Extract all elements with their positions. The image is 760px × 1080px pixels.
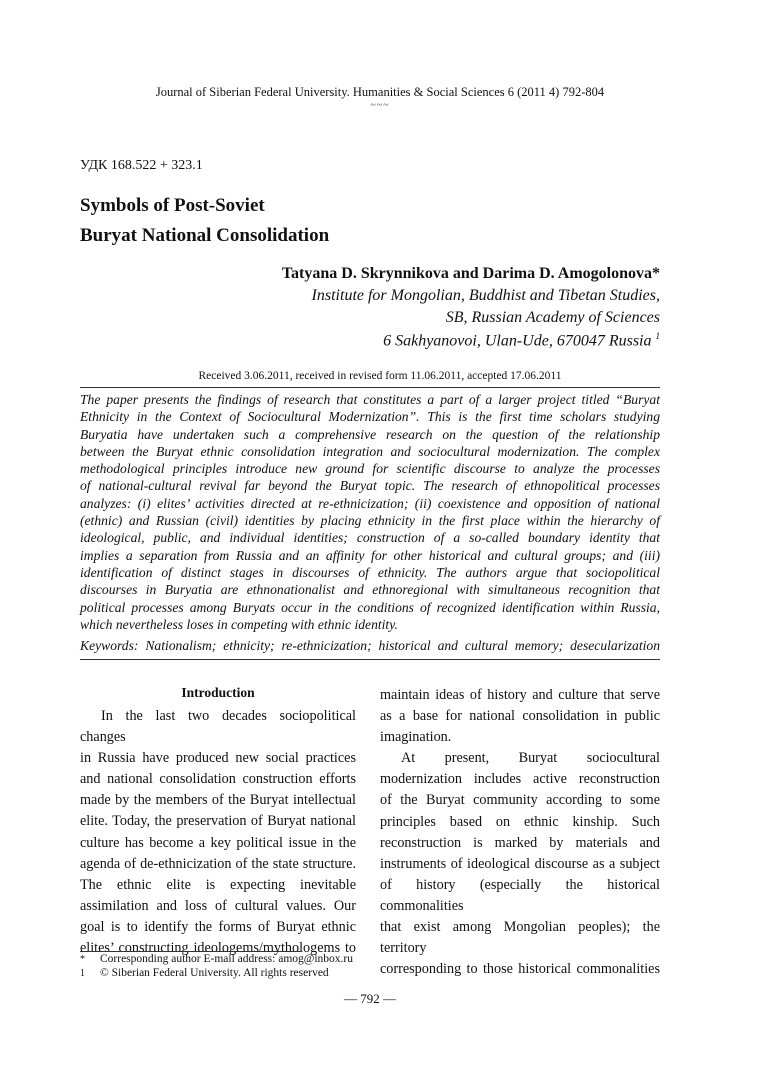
body-line: assimilation and loss of cultural values. Our <box>80 897 356 914</box>
footnote-text: Corresponding author E-mail address: amog@inbox.ru <box>100 953 353 965</box>
abstract-line: implies a separation from Russia and an affinity for other historical and cultural groups; and (iii) <box>80 547 660 563</box>
journal-header: Journal of Siberian Federal University. Humanities & Social Sciences 6 (2011 4) 792-804 <box>155 85 605 99</box>
body-line: goal is to identify the forms of Buryat ethnic <box>80 918 356 935</box>
body-line: of the Buryat community according to some <box>380 792 660 809</box>
footnote-rule <box>80 951 300 952</box>
body-column-left <box>80 685 356 959</box>
body-line: The ethnic elite is expecting inevitable <box>80 876 356 893</box>
title-line-2: Buryat National Consolidation <box>80 225 330 246</box>
affiliation-footnote-mark: 1 <box>655 331 660 341</box>
body-line: elites’ constructing ideologems/mythologems to <box>80 940 356 957</box>
section-heading-introduction: Introduction <box>181 685 255 700</box>
received-dates: Received 3.06.2011, received in revised form 11.06.2011, accepted 17.06.2011 <box>198 370 562 382</box>
abstract-top-rule <box>80 387 660 388</box>
abstract-line: between the Buryat ethnic consolidation integration and sociocultural modernization. The complex <box>80 443 660 459</box>
body-line: elite. Today, the preservation of Buryat national <box>80 813 356 830</box>
body-line: reconstruction is marked by materials and <box>380 834 660 851</box>
body-line: and national consolidation construction efforts <box>80 771 356 788</box>
abstract-line: discourses in Buryatia are ethnonationalist and ethnoregional with simultaneous recognition that <box>80 582 660 598</box>
footnote-text: © Siberian Federal University. All rights reserved <box>100 967 329 979</box>
abstract-line: analyzes: (i) elites’ activities directed at re-ethnicization; (ii) coexistence and opposition of national <box>80 495 660 511</box>
header-separator: ~~~ <box>370 100 390 111</box>
keywords: Keywords: Nationalism; ethnicity; re-ethnicization; historical and cultural memory; desecularization <box>80 638 660 653</box>
abstract-line: methodological principles introduce new ground for scientific discourse to analyze the processes <box>80 461 660 477</box>
abstract-line: of national-cultural revival far beyond the Buryat topic. The research of ethnopolitical processes <box>80 478 660 494</box>
footnote-copyright <box>80 967 329 979</box>
body-column-right <box>380 685 660 980</box>
abstract-line: Buryatia have undertaken such a comprehensive research on the question of the relationship <box>80 426 660 442</box>
abstract-bottom-rule <box>80 659 660 660</box>
footnote-corresponding-author <box>80 953 353 965</box>
body-line: imagination. <box>380 729 452 746</box>
udk-code: УДК 168.522 + 323.1 <box>80 158 203 173</box>
affiliation-address: 6 Sakhyanovoi, Ulan-Ude, 670047 Russia <box>383 332 652 350</box>
footnote-mark: 1 <box>80 968 85 979</box>
abstract-line: which nevertheless loses in competing with ethnic identity. <box>80 616 398 632</box>
authors: Tatyana D. Skrynnikova and Darima D. Amogolonova* <box>281 265 660 282</box>
affiliation-line-2: SB, Russian Academy of Sciences <box>445 309 660 326</box>
abstract-line: The paper presents the findings of research that constitutes a part of a larger project titled “Buryat <box>80 392 660 407</box>
body-line: principles based on ethnic kinship. Such <box>380 813 660 830</box>
abstract-line: identification of distinct stages in discourses of ethnicity. The authors argue that sociopolitical <box>80 564 660 580</box>
body-line: that exist among Mongolian peoples); the territory <box>380 919 660 957</box>
page-number: — 792 — <box>344 991 396 1006</box>
abstract-line: political processes among Buryats occur in the conditions of recognized identification within Russia, <box>80 599 660 615</box>
body-line: in Russia have produced new social practices <box>80 750 356 767</box>
body-line: In the last two decades sociopolitical changes <box>80 708 356 746</box>
title-line-1: Symbols of Post-Soviet <box>80 195 265 216</box>
body-line: At present, Buryat sociocultural <box>401 750 660 767</box>
abstract <box>80 391 660 633</box>
body-line: agenda of de-ethnicization of the state structure. <box>80 855 356 872</box>
abstract-line: (ethnic) and Russian (civil) identities by placing ethnicity in the first place within the hierarchy of <box>80 513 660 529</box>
affiliation-line-1: Institute for Mongolian, Buddhist and Tibetan Studies, <box>311 287 660 304</box>
body-line: maintain ideas of history and culture that serve <box>380 687 660 703</box>
abstract-line: ideological, public, and individual identities; construction of a so-called boundary identity that <box>80 530 660 546</box>
body-line: made by the members of the Buryat intellectual <box>80 792 356 809</box>
body-line: as a base for national consolidation in public <box>380 708 660 725</box>
affiliation-line-3 <box>383 331 660 350</box>
body-line: modernization includes active reconstruction <box>380 771 660 788</box>
abstract-line: Ethnicity in the Context of Sociocultural Modernization”. This is the first time scholars studying <box>80 409 660 425</box>
body-line: corresponding to those historical commonalities <box>380 961 660 978</box>
body-line: of history (especially the historical commonalities <box>380 876 660 914</box>
body-line: instruments of ideological discourse as a subject <box>380 855 660 872</box>
body-line: culture has become a key political issue in the <box>80 834 356 851</box>
footnote-mark: * <box>80 954 85 965</box>
